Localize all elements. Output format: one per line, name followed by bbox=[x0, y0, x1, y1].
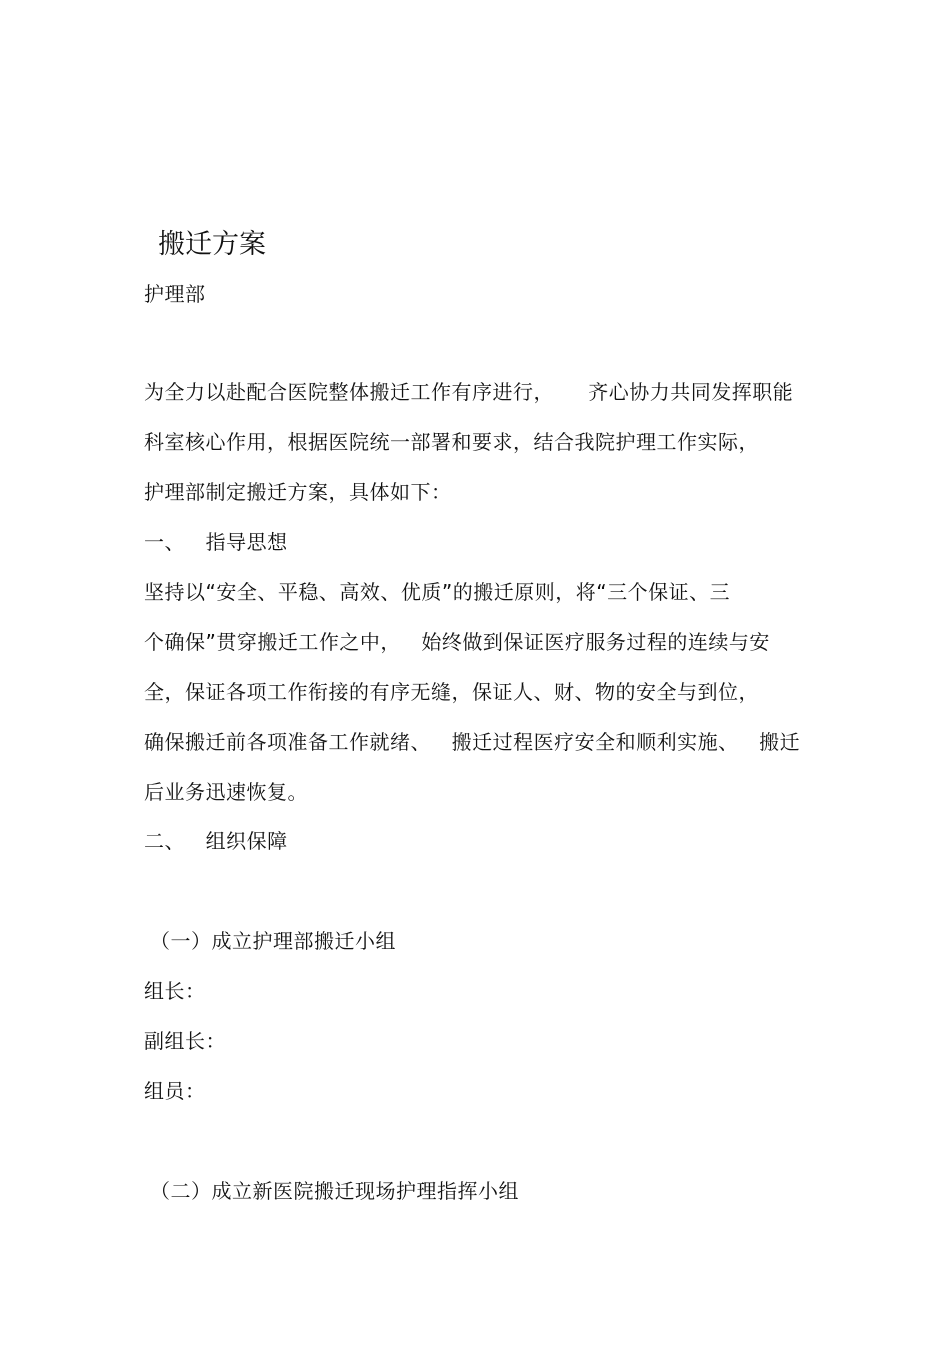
intro-line-1: 为全力以赴配合医院整体搬迁工作有序进行， 齐心协力共同发挥职能 bbox=[144, 380, 794, 404]
department-name: 护理部 bbox=[144, 282, 206, 306]
section-1-line-3: 全，保证各项工作衔接的有序无缝，保证人、财、物的安全与到位， bbox=[144, 680, 759, 704]
team-members-label: 组员： bbox=[144, 1079, 206, 1103]
subsection-2-heading: （二）成立新医院搬迁现场护理指挥小组 bbox=[150, 1179, 519, 1203]
intro-line-2: 科室核心作用，根据医院统一部署和要求，结合我院护理工作实际， bbox=[144, 430, 759, 454]
subsection-1-heading: （一）成立护理部搬迁小组 bbox=[150, 929, 396, 953]
section-1-line-2: 个确保”贯穿搬迁工作之中， 始终做到保证医疗服务过程的连续与安 bbox=[144, 630, 770, 654]
section-2-heading: 二、 组织保障 bbox=[144, 829, 288, 853]
section-1-line-1: 坚持以“安全、平稳、高效、优质”的搬迁原则，将“三个保证、三 bbox=[144, 580, 731, 604]
section-1-line-4: 确保搬迁前各项准备工作就绪、 搬迁过程医疗安全和顺利实施、 搬迁 bbox=[144, 730, 801, 754]
section-1-heading: 一、 指导思想 bbox=[144, 530, 288, 554]
team-leader-label: 组长： bbox=[144, 979, 206, 1003]
section-1-line-5: 后业务迅速恢复。 bbox=[144, 780, 308, 804]
deputy-leader-label: 副组长： bbox=[144, 1029, 226, 1053]
intro-line-3: 护理部制定搬迁方案，具体如下： bbox=[144, 480, 452, 504]
document-title: 搬迁方案 bbox=[158, 229, 266, 260]
